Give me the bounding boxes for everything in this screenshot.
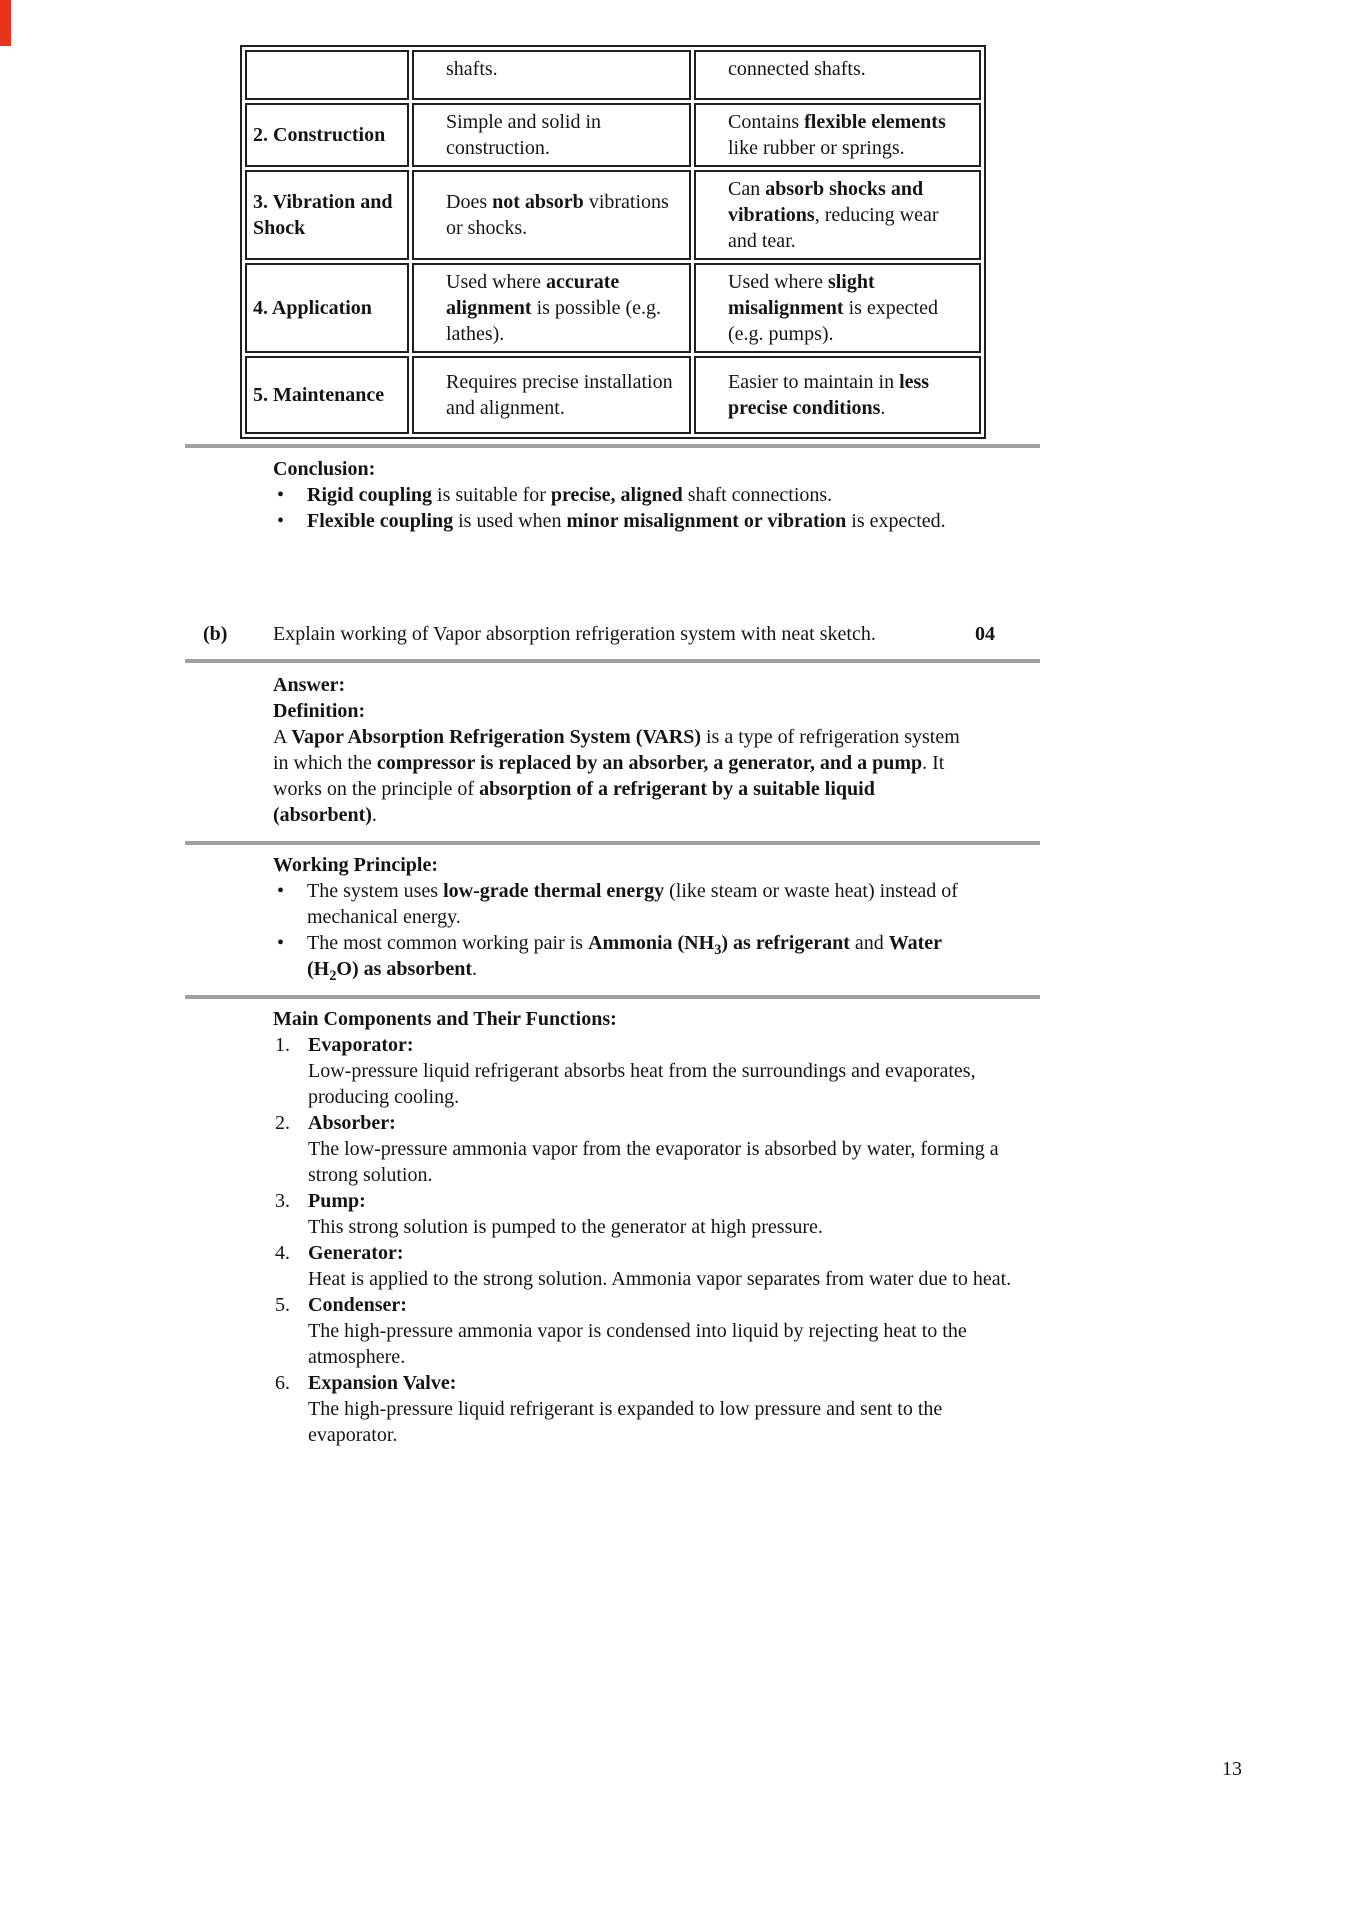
bullet-text: The system uses low-grade thermal energy (like steam or waste heat) instead of mechanical energy.	[307, 880, 958, 928]
item-title: Absorber:	[308, 1112, 396, 1134]
item-description: Low-pressure liquid refrigerant absorbs heat from the surroundings and evaporates, producing cooling.	[308, 1060, 976, 1108]
table-cell: connected shafts.	[694, 50, 981, 100]
table-cell: Easier to maintain in less precise conditions.	[694, 356, 981, 434]
table-row	[245, 170, 981, 260]
table-cell: Simple and solid in construction.	[412, 103, 691, 167]
item-number: 4.	[275, 1242, 290, 1264]
bullet-icon: •	[277, 880, 285, 902]
bullet-text: The most common working pair is Ammonia $(NH_3)$ as refrigerant and Water $(H_2O)$ as absorbent.	[307, 932, 942, 984]
answer-section	[273, 672, 973, 828]
component-item	[273, 1370, 1018, 1448]
components-heading: Main Components and Their Functions:	[273, 1008, 617, 1030]
table-cell: Requires precise installation and alignment.	[412, 356, 691, 434]
components-section	[273, 1006, 1018, 1448]
item-number: 6.	[275, 1372, 290, 1394]
comparison-table	[240, 45, 986, 439]
definition-heading: Definition:	[273, 700, 366, 722]
definition-paragraph: A Vapor Absorption Refrigeration System (VARS) is a type of refrigeration system in which the compressor is replaced by an absorber, a generator, and a pump. It works on the principle of absorption of a refrigerant by a suitable liquid (absorbent).	[273, 726, 960, 826]
component-item	[273, 1240, 1018, 1292]
table-cell	[245, 50, 409, 100]
bullet-icon: •	[277, 510, 285, 532]
table-cell: Used where accurate alignment is possible (e.g. lathes).	[412, 263, 691, 353]
red-scan-mark	[0, 0, 11, 46]
working-principle-section	[273, 852, 973, 982]
item-title: Pump:	[308, 1190, 366, 1212]
bullet-text: Rigid coupling is suitable for precise, aligned shaft connections.	[307, 484, 833, 506]
bullet-icon: •	[277, 484, 285, 506]
question-row	[0, 621, 1358, 647]
list-item	[273, 878, 973, 930]
list-item	[273, 930, 973, 982]
item-description: Heat is applied to the strong solution. Ammonia vapor separates from water due to heat.	[308, 1268, 1012, 1290]
section-divider	[185, 444, 1040, 448]
conclusion-list	[273, 482, 973, 534]
bullet-text: Flexible coupling is used when minor misalignment or vibration is expected.	[307, 510, 946, 532]
item-number: 1.	[275, 1034, 290, 1056]
item-title: Condenser:	[308, 1294, 407, 1316]
table-row	[245, 50, 981, 100]
working-principle-list	[273, 878, 973, 982]
table-cell: Contains flexible elements like rubber or springs.	[694, 103, 981, 167]
table-row	[245, 103, 981, 167]
question-label: (b)	[203, 623, 228, 645]
item-title: Generator:	[308, 1242, 404, 1264]
table-cell: shafts.	[412, 50, 691, 100]
table-cell: 5. Maintenance	[245, 356, 409, 434]
bullet-icon: •	[277, 932, 285, 954]
item-title: Expansion Valve:	[308, 1372, 457, 1394]
component-item	[273, 1188, 1018, 1240]
component-item	[273, 1032, 1018, 1110]
table-cell: Can absorb shocks and vibrations, reducing wear and tear.	[694, 170, 981, 260]
table-cell: 2. Construction	[245, 103, 409, 167]
conclusion-heading: Conclusion:	[273, 458, 376, 480]
table-cell: Does not absorb vibrations or shocks.	[412, 170, 691, 260]
section-divider	[185, 995, 1040, 999]
section-divider	[185, 659, 1040, 663]
list-item	[273, 508, 973, 534]
list-item	[273, 482, 973, 508]
working-principle-heading: Working Principle:	[273, 854, 438, 876]
item-number: 3.	[275, 1190, 290, 1212]
comparison-table-wrap	[240, 45, 986, 439]
page-number: 13	[1222, 1758, 1242, 1780]
item-description: The low-pressure ammonia vapor from the evaporator is absorbed by water, forming a strong solution.	[308, 1138, 999, 1186]
item-title: Evaporator:	[308, 1034, 414, 1056]
table-cell: 3. Vibration and Shock	[245, 170, 409, 260]
item-description: The high-pressure ammonia vapor is condensed into liquid by rejecting heat to the atmosphere.	[308, 1320, 967, 1368]
item-description: This strong solution is pumped to the generator at high pressure.	[308, 1216, 823, 1238]
table-cell: 4. Application	[245, 263, 409, 353]
component-item	[273, 1292, 1018, 1370]
table-cell: Used where slight misalignment is expected (e.g. pumps).	[694, 263, 981, 353]
marks-value: 04	[975, 623, 995, 645]
item-number: 2.	[275, 1112, 290, 1134]
section-divider	[185, 841, 1040, 845]
table-row	[245, 356, 981, 434]
conclusion-section	[273, 456, 973, 534]
question-text: Explain working of Vapor absorption refrigeration system with neat sketch.	[273, 623, 876, 645]
item-number: 5.	[275, 1294, 290, 1316]
answer-heading: Answer:	[273, 674, 346, 696]
component-item	[273, 1110, 1018, 1188]
item-description: The high-pressure liquid refrigerant is expanded to low pressure and sent to the evaporator.	[308, 1398, 943, 1446]
table-row	[245, 263, 981, 353]
